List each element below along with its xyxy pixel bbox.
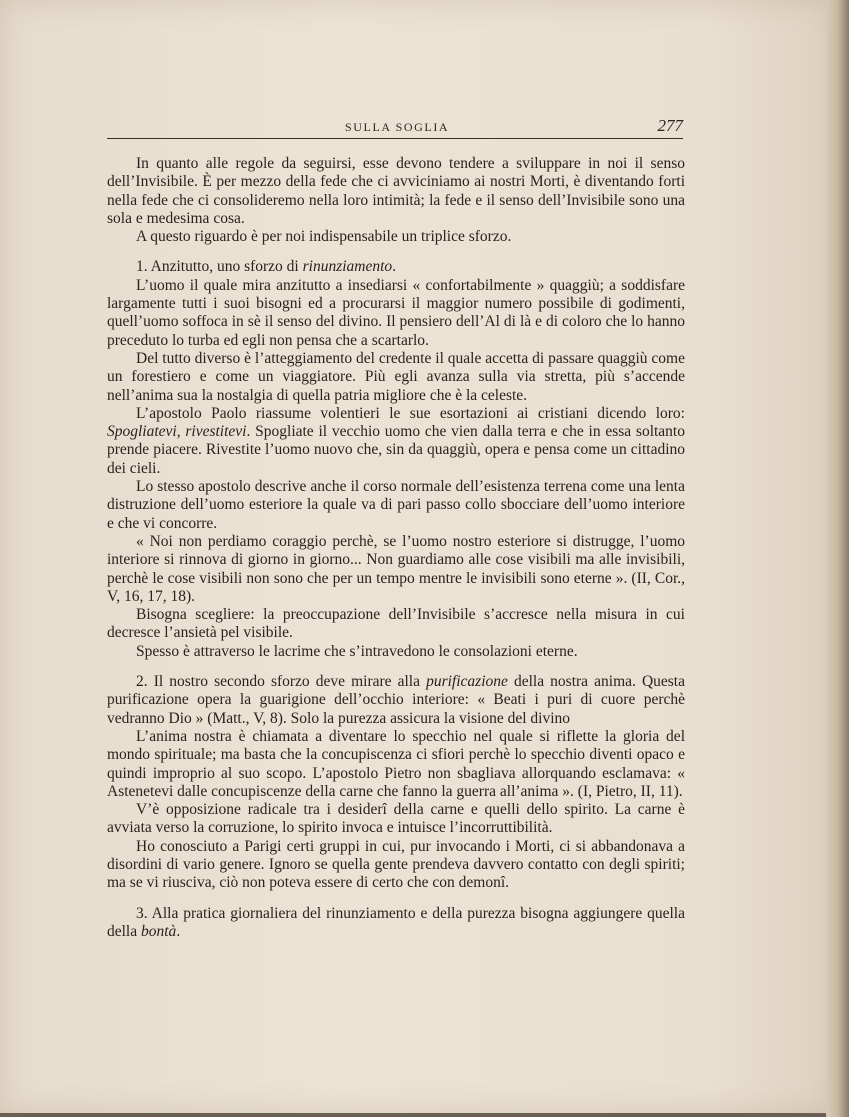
running-head: SULLA SOGLIA [345,120,450,134]
section-heading-3: 3. Alla pratica giornaliera del rinunziamento e della purezza bisogna aggiungere quella della bontà. [107,904,685,940]
paragraph: L’uomo il quale mira anzitutto a insediarsi « confortabilmente » quaggiù; a soddisfare largamente tutti i suoi bisogni ed a procurarsi il maggior numero possibile di godimenti, quell’uomo soffoca in sè il senso del divino. Il pensiero dell’Al di là e di coloro che lo hanno preceduto lo turba ed egli non pensa che a scartarlo. [107,276,685,349]
paragraph: Spesso è attraverso le lacrime che s’intravedono le consolazioni eterne. [136,642,578,660]
page-number: 277 [657,116,683,135]
paragraph: Lo stesso apostolo descrive anche il corso normale dell’esistenza terrena come una lenta distruzione dell’uomo esteriore la quale va di pari passo collo sbocciare dell’uomo interiore e che vi concorre. [107,478,685,532]
emphasis: Spogliatevi, rivestitevi [107,423,247,441]
body-text [107,155,685,941]
paragraph: In quanto alle regole da seguirsi, esse devono tendere a sviluppare in noi il senso dell’Invisibile. È per mezzo della fede che ci avviciniamo ai nostri Morti, è diventando forti nella fede che ci consolideremo nella loro intimità; la fede e il senso dell’Invisibile sono una sola e medesima cosa. [107,155,685,227]
paragraph: Del tutto diverso è l’atteggiamento del credente il quale accetta di passare quaggiù come un forestiero e come un viaggiatore. Più egli avanza sulla via stretta, più s’accende nell’anima sua la nostalgia di quella patria migliore che è la celeste. [107,349,685,404]
paragraph: L’anima nostra è chiamata a diventare lo specchio nel quale si riflette la gloria del mondo spirituale; ma basta che la concupiscenza ci sfiori perchè lo specchio diventi opaco e quindi improprio al suo scopo. L’apostolo Pietro non sbagliava allorquando esclamava: « Astenetevi dalle concupiscenze della carne che fanno la guerra all’anima ». (I, Pietro, II, 11). [107,727,685,800]
paragraph: L’apostolo Paolo riassume volentieri le sue esortazioni ai cristiani dicendo loro: Spogliatevi, rivestitevi. Spogliate il vecchio uomo che vien dalla terra e che in essa soltanto prende piacere. Rivestite l’uomo nuovo che, sin da quaggiù, opera e pensa come un cittadino dei cieli. [107,404,685,477]
paragraph: Bisogna scegliere: la preoccupazione dell’Invisibile s’accresce nella misura in cui decresce l’ansietà pel visibile. [107,606,685,642]
emphasis: rinunziamento [302,258,393,276]
page-edge [826,0,849,1117]
emphasis: bontà [141,922,177,940]
section-heading-1: 1. Anzitutto, uno sforzo di rinunziamento. [136,258,397,276]
paragraph: Ho conosciuto a Parigi certi gruppi in cui, pur invocando i Morti, ci si abbandonava a disordini di vario genere. Ignoro se quella gente prendeva davvero contatto con degli spiriti; ma se vi riusciva, ciò non poteva essere di certo che con demonî. [107,837,685,892]
paragraph: V’è opposizione radicale tra i desiderî della carne e quelli dello spirito. La carne è avviata verso la corruzione, lo spirito invoca e intuisce l’incorruttibilità. [107,801,685,837]
paragraph: A questo riguardo è per noi indispensabile un triplice sforzo. [136,228,512,246]
page-header [107,116,683,139]
paragraph: « Noi non perdiamo coraggio perchè, se l’uomo nostro esteriore si distrugge, l’uomo interiore si rinnova di giorno in giorno... Non guardiamo alle cose visibili ma alle invisibili, perchè le cose visibili non sono che per un tempo mentre le invisibili sono eterne ». (II, Cor., V, 16, 17, 18). [107,532,685,605]
section-heading-2: 2. Il nostro secondo sforzo deve mirare alla purificazione della nostra anima. Questa purificazione opera la guarigione dell’occhio interiore: « Beati i puri di cuore perchè vedranno Dio » (Matt., V, 8). Solo la purezza assicura la visione del divino [107,673,685,727]
emphasis: purificazione [426,673,508,691]
